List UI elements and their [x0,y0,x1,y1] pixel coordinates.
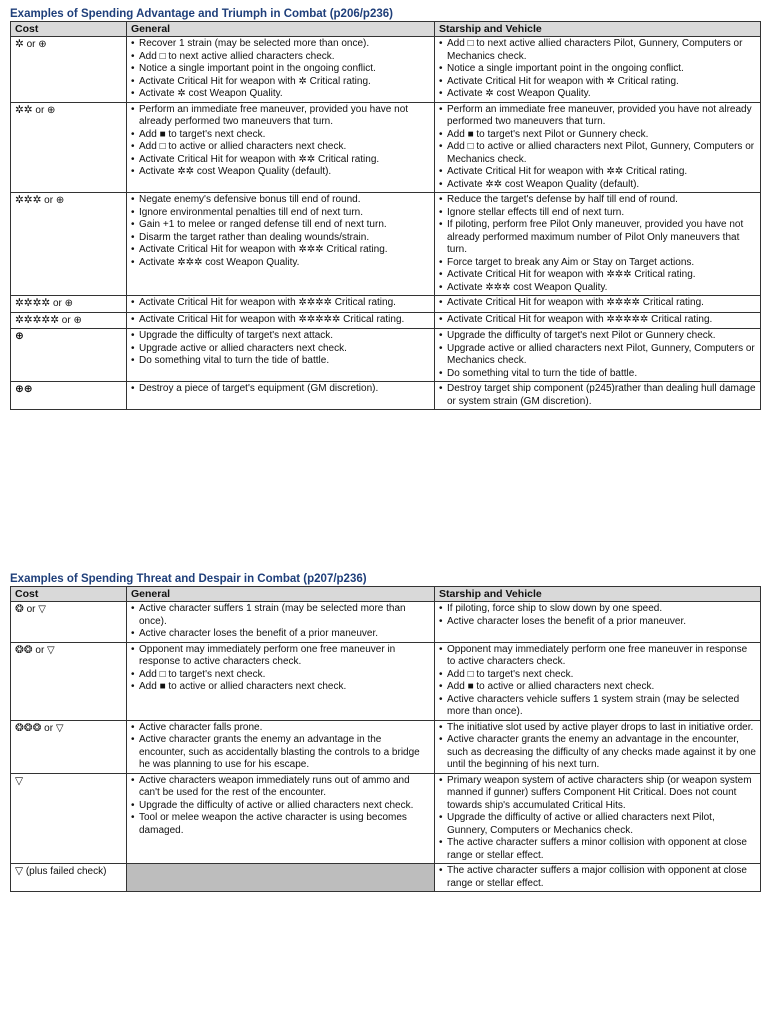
effect-item: • Upgrade active or allied characters next Pilot, Gunnery, Computers or Mechanics check. [439,343,756,368]
effect-item: • The active character suffers a major collision with opponent at close range or stellar effect. [439,865,756,890]
cost-symbols: ✲✲✲✲ [15,297,51,309]
cost-cell [11,642,127,720]
cost-alternative: or ⊕ [50,298,74,309]
starship-cell [435,864,761,892]
general-effects-list [131,314,430,327]
effect-item: • Active characters weapon immediately runs out of ammo and can't be used for the rest of the encounter. [131,775,430,800]
threat-despair-section [10,572,760,892]
effect-item: • Active character loses the benefit of a prior maneuver. [131,628,430,641]
effect-item: • Opponent may immediately perform one free maneuver in response to active characters check. [439,644,756,669]
starship-cell [435,37,761,103]
cost-symbols: ✲✲✲ [15,194,42,206]
cost-alternative: or ⊕ [59,314,82,326]
general-cell [127,329,435,382]
cost-cell [11,720,127,773]
general-cell [127,382,435,410]
cost-alternative: or ⊕ [32,104,56,116]
effect-item: • Add □ to target's next check. [439,669,756,682]
effect-item: • Notice a single important point in the ongoing conflict. [131,63,430,76]
effect-item: • Disarm the target rather than dealing wounds/strain. [131,232,430,245]
effect-item: • The active character suffers a minor collision with opponent at close range or stellar effect. [439,837,756,862]
cost-cell [11,382,127,410]
cost-symbols: ▽ [15,865,24,877]
threat-despair-table [10,586,761,892]
effect-item: • Add □ to target's next check. [131,669,430,682]
table-header-row [11,22,761,37]
effect-item: • Upgrade the difficulty of active or allied characters next check. [131,800,430,813]
starship-cell [435,720,761,773]
effect-item: • Notice a single important point in the ongoing conflict. [439,63,756,76]
starship-effects-list [439,722,756,772]
general-effects-list [131,330,430,368]
general-effects-list [131,194,430,269]
advantage-triumph-section [10,7,760,410]
table-header-row [11,587,761,602]
effect-item: • Activate Critical Hit for weapon with ✲✲✲✲✲ Critical rating. [131,314,430,327]
effect-item: • Active characters vehicle suffers 1 system strain (may be selected more than once). [439,694,756,719]
effect-item: • Recover 1 strain (may be selected more than once). [131,38,430,51]
starship-cell [435,602,761,643]
starship-cell [435,102,761,193]
table-row [11,37,761,103]
table-row [11,102,761,193]
starship-cell [435,773,761,864]
general-effects-list [131,383,430,396]
starship-cell [435,193,761,296]
starship-effects-list [439,38,756,101]
starship-effects-list [439,775,756,863]
cost-cell [11,312,127,329]
table-row [11,329,761,382]
starship-effects-list [439,194,756,294]
effect-item: • Destroy a piece of target's equipment (GM discretion). [131,383,430,396]
table-row [11,864,761,892]
cost-cell [11,773,127,864]
cost-cell [11,296,127,313]
starship-effects-list [439,330,756,380]
cost-symbols: ✲✲ [15,103,33,116]
header-general: General [127,587,435,602]
starship-effects-list [439,603,756,628]
cost-symbols: ✲✲✲✲✲ [15,313,59,326]
table-row [11,720,761,773]
effect-item: • Upgrade the difficulty of active or allied characters next Pilot, Gunnery, Computers or Mechanics check. [439,812,756,837]
starship-effects-list [439,383,756,408]
effect-item: • Activate Critical Hit for weapon with ✲✲✲✲ Critical rating. [439,297,756,310]
cost-symbols: ❂❂❂ [15,721,42,734]
general-cell [127,602,435,643]
effect-item: • Activate ✲ cost Weapon Quality. [439,88,756,101]
effect-item: • Add ■ to target's next check. [131,129,430,142]
starship-effects-list [439,314,756,327]
effect-item: • Activate Critical Hit for weapon with ✲✲✲ Critical rating. [439,269,756,282]
effect-item: • Opponent may immediately perform one free maneuver in response to active characters check. [131,644,430,669]
effect-item: • Perform an immediate free maneuver, provided you have not already performed two maneuvers that turn. [131,104,430,129]
effect-item: • Active character loses the benefit of a prior maneuver. [439,616,756,629]
effect-item: • Activate ✲ cost Weapon Quality. [131,88,430,101]
cost-alternative: or ⊕ [23,39,47,50]
general-cell [127,296,435,313]
cost-alternative: or ⊕ [41,195,65,206]
general-cell [127,37,435,103]
effect-item: • The initiative slot used by active player drops to last in initiative order. [439,722,756,735]
cost-cell [11,102,127,193]
general-cell [127,864,435,892]
effect-item: • Reduce the target's defense by half till end of round. [439,194,756,207]
effect-item: • Force target to break any Aim or Stay on Target actions. [439,257,756,270]
effect-item: • Active character grants the enemy an advantage in the encounter, such as accidentally blasting the controls to a bridge he was planning to use for his escape. [131,734,430,772]
effect-item: • Activate ✲✲✲ cost Weapon Quality. [131,257,430,270]
cost-symbols: ❂❂ [15,643,33,656]
cost-cell [11,193,127,296]
cost-symbols: ⊕⊕ [15,383,33,395]
effect-item: • Upgrade the difficulty of target's next Pilot or Gunnery check. [439,330,756,343]
header-general: General [127,22,435,37]
table-row [11,773,761,864]
effect-item: • If piloting, force ship to slow down by one speed. [439,603,756,616]
effect-item: • Upgrade active or allied characters next check. [131,343,430,356]
effect-item: • Activate Critical Hit for weapon with ✲✲✲✲✲ Critical rating. [439,314,756,327]
cost-alternative: or ▽ [23,604,46,615]
effect-item: • If piloting, perform free Pilot Only maneuver, provided you have not already performed maximum number of Pilot Only maneuvers that turn. [439,219,756,257]
general-cell [127,720,435,773]
effect-item: • Ignore environmental penalties till end of next turn. [131,207,430,220]
effect-item: • Do something vital to turn the tide of battle. [131,355,430,368]
effect-item: • Add ■ to active or allied characters next check. [439,681,756,694]
general-cell [127,102,435,193]
table-row [11,602,761,643]
table-row [11,312,761,329]
table-row [11,642,761,720]
effect-item: • Add □ to next active allied characters Pilot, Gunnery, Computers or Mechanics check. [439,38,756,63]
cost-symbols: ⊕ [15,330,24,342]
cost-alternative: or ▽ [32,644,55,656]
starship-cell [435,312,761,329]
effect-item: • Activate ✲✲ cost Weapon Quality (default). [439,179,756,192]
table-row [11,296,761,313]
starship-effects-list [439,104,756,192]
starship-cell [435,382,761,410]
general-effects-list [131,644,430,694]
effect-item: • Active character suffers 1 strain (may be selected more than once). [131,603,430,628]
effect-item: • Add ■ to active or allied characters next check. [131,681,430,694]
starship-cell [435,642,761,720]
header-cost: Cost [11,22,127,37]
effect-item: • Activate ✲✲✲ cost Weapon Quality. [439,282,756,295]
starship-cell [435,296,761,313]
general-effects-list [131,104,430,179]
effect-item: • Destroy target ship component (p245)rather than dealing hull damage or system strain (GM discretion). [439,383,756,408]
effect-item: • Activate Critical Hit for weapon with ✲✲ Critical rating. [439,166,756,179]
threat-despair-title: Examples of Spending Threat and Despair in Combat (p207/p236) [10,573,367,585]
table-row [11,382,761,410]
effect-item: • Primary weapon system of active characters ship (or weapon system manned if gunner) suffers Component Hit Critical. Does not count towards ship's accumulated Critical Hits. [439,775,756,813]
general-cell [127,773,435,864]
general-effects-list [131,297,430,310]
effect-item: • Activate Critical Hit for weapon with ✲ Critical rating. [439,76,756,89]
header-starship: Starship and Vehicle [435,22,761,37]
effect-item: • Ignore stellar effects till end of next turn. [439,207,756,220]
general-effects-list [131,775,430,838]
effect-item: • Add □ to active or allied characters next Pilot, Gunnery, Computers or Mechanics check. [439,141,756,166]
cost-alternative: or ▽ [41,722,64,734]
starship-cell [435,329,761,382]
effect-item: • Activate Critical Hit for weapon with ✲ Critical rating. [131,76,430,89]
cost-symbols: ❂ [15,603,24,615]
cost-cell [11,37,127,103]
effect-item: • Upgrade the difficulty of target's next attack. [131,330,430,343]
header-starship: Starship and Vehicle [435,587,761,602]
general-effects-list [131,603,430,641]
effect-item: • Perform an immediate free maneuver, provided you have not already performed two maneuvers that turn. [439,104,756,129]
advantage-triumph-title: Examples of Spending Advantage and Triumph in Combat (p206/p236) [10,8,393,20]
cost-symbols: ✲ [15,38,24,50]
general-cell [127,312,435,329]
cost-alternative: (plus failed check) [23,866,107,877]
effect-item: • Activate Critical Hit for weapon with ✲✲ Critical rating. [131,154,430,167]
effect-item: • Add ■ to target's next Pilot or Gunnery check. [439,129,756,142]
general-cell [127,642,435,720]
cost-symbols: ▽ [15,774,24,787]
effect-item: • Tool or melee weapon the active character is using becomes damaged. [131,812,430,837]
effect-item: • Add □ to active or allied characters next check. [131,141,430,154]
starship-effects-list [439,644,756,719]
cost-cell [11,864,127,892]
effect-item: • Activate ✲✲ cost Weapon Quality (default). [131,166,430,179]
effect-item: • Negate enemy's defensive bonus till end of round. [131,194,430,207]
effect-item: • Do something vital to turn the tide of battle. [439,368,756,381]
cost-cell [11,329,127,382]
general-effects-list [131,722,430,772]
effect-item: • Activate Critical Hit for weapon with ✲✲✲ Critical rating. [131,244,430,257]
starship-effects-list [439,865,756,890]
effect-item: • Add □ to next active allied characters check. [131,51,430,64]
effect-item: • Gain +1 to melee or ranged defense till end of next turn. [131,219,430,232]
general-effects-list [131,38,430,101]
starship-effects-list [439,297,756,310]
effect-item: • Active character grants the enemy an advantage in the encounter, such as decreasing the difficulty of any checks made against it by one until the beginning of his next turn. [439,734,756,772]
table-row [11,193,761,296]
header-cost: Cost [11,587,127,602]
effect-item: • Activate Critical Hit for weapon with ✲✲✲✲ Critical rating. [131,297,430,310]
general-cell [127,193,435,296]
advantage-triumph-table [10,21,761,410]
cost-cell [11,602,127,643]
effect-item: • Active character falls prone. [131,722,430,735]
